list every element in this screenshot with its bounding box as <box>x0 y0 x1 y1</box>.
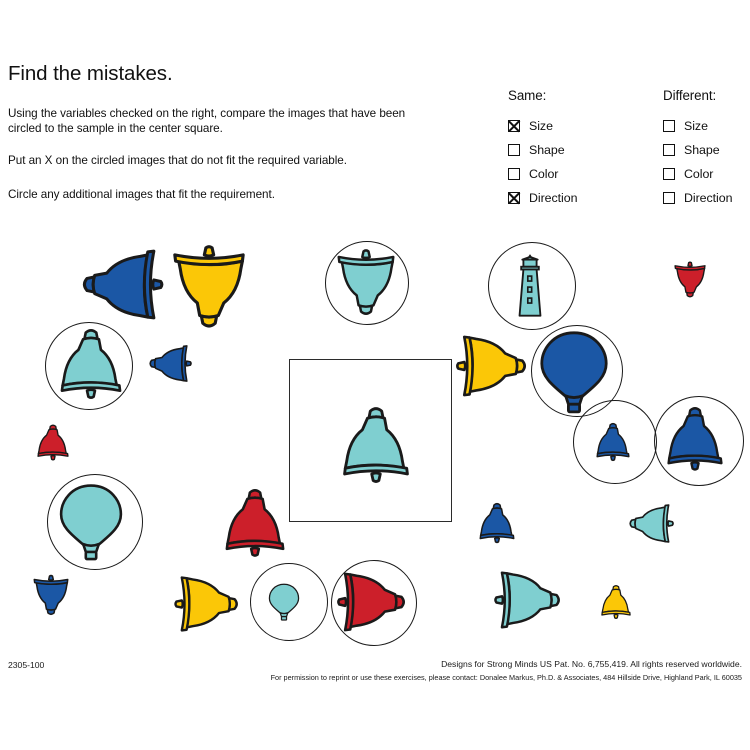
page-title: Find the mistakes. <box>8 62 173 85</box>
bell-figure-fig-5[interactable] <box>673 261 707 299</box>
bell-figure-fig-11[interactable] <box>595 421 631 462</box>
legend-same-heading: Same: <box>508 88 547 103</box>
sample-bell-figure <box>340 404 412 484</box>
legend-same-label-size: Size <box>529 119 553 133</box>
lighthouse-figure-fig-4[interactable] <box>508 253 552 319</box>
bell-figure-fig-17[interactable] <box>32 574 70 617</box>
bell-figure-fig-14[interactable] <box>223 486 287 558</box>
bell-figure-fig-20[interactable] <box>336 570 408 634</box>
legend-same-label-direction: Direction <box>529 191 578 205</box>
instruction-line-2: Put an X on the circled images that do not fit the required variable. <box>8 154 347 167</box>
balloon-figure-fig-9[interactable] <box>538 330 610 414</box>
legend-different-label-color: Color <box>684 167 714 181</box>
legend-different-label-size: Size <box>684 119 708 133</box>
bell-figure-fig-16[interactable] <box>628 503 675 545</box>
footer-copyright: Designs for Strong Minds US Pat. No. 6,755,419. All rights reserved worldwide. <box>441 659 742 669</box>
bell-figure-fig-10[interactable] <box>36 423 70 461</box>
bell-figure-fig-21[interactable] <box>493 569 563 631</box>
footer-permission: For permission to reprint or use these exercises, please contact: Donalee Markus, Ph.D. & Associates, 484 Hillside Drive, Highland Park, IL 60035 <box>270 673 742 682</box>
bell-figure-fig-22[interactable] <box>600 583 632 620</box>
instruction-line-3: Circle any additional images that fit the requirement. <box>8 188 275 201</box>
bell-figure-fig-2[interactable] <box>170 244 248 331</box>
bell-figure-fig-3[interactable] <box>335 248 397 318</box>
legend-same-label-color: Color <box>529 167 559 181</box>
bell-figure-fig-12[interactable] <box>665 404 725 472</box>
legend-different-label-shape: Shape <box>684 143 720 157</box>
bell-figure-fig-7[interactable] <box>148 344 193 384</box>
bell-figure-fig-1[interactable] <box>80 247 165 323</box>
bell-figure-fig-8[interactable] <box>455 333 529 399</box>
bell-figure-fig-18[interactable] <box>173 574 241 634</box>
legend-different-heading: Different: <box>663 88 717 103</box>
bell-figure-fig-6[interactable] <box>58 326 124 400</box>
bell-figure-fig-15[interactable] <box>478 501 516 544</box>
balloon-figure-fig-19[interactable] <box>268 583 300 621</box>
footer-code: 2305-100 <box>8 660 45 670</box>
legend-same-label-shape: Shape <box>529 143 565 157</box>
balloon-figure-fig-13[interactable] <box>58 483 124 561</box>
instruction-line-1: Using the variables checked on the right, compare the images that have been circled to the sample in the center square. <box>8 107 406 136</box>
legend-different-label-direction: Direction <box>684 191 733 205</box>
